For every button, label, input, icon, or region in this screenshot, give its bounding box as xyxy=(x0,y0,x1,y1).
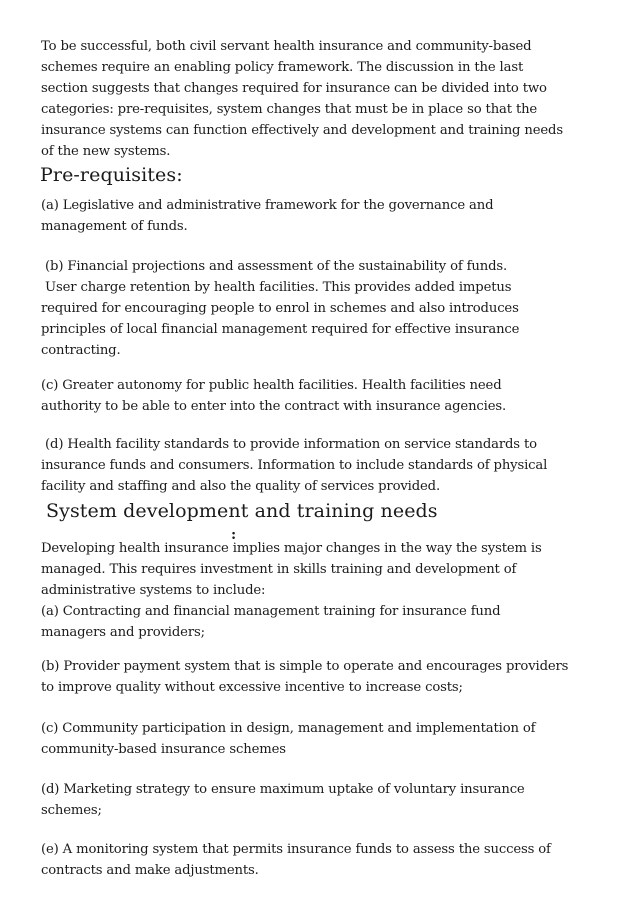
stray-colon-mark: : xyxy=(231,527,237,543)
system-development-item-e: (e) A monitoring system that permits insurance funds to assess the success of contracts and make adjustments. xyxy=(41,842,551,878)
intro-paragraph: To be successful, both civil servant health insurance and community-based schemes require an enabling policy framework. The discussion in the last section suggests that changes required for insurance can be divided into two categories: pre-requisites, system changes that must be in place so that the insurance systems can function effectively and development and training needs of the new systems. xyxy=(41,39,563,159)
system-development-item-c: (c) Community participation in design, management and implementation of community-based insurance schemes xyxy=(41,721,536,757)
prerequisite-item-b: (b) Financial projections and assessment of the sustainability of funds. User charge retention by health facilities. This provides added impetus required for encouraging people to enrol in schemes and also introduces principles of local financial management required for effective insurance contracting. xyxy=(41,259,520,358)
system-development-intro: Developing health insurance implies major changes in the way the system is managed. This requires investment in skills training and development of administrative systems to include: (a) Contracting and financial management training for insurance fund managers and providers; xyxy=(41,541,542,640)
system-development-item-d: (d) Marketing strategy to ensure maximum uptake of voluntary insurance schemes; xyxy=(41,782,525,818)
prerequisite-item-a: (a) Legislative and administrative framework for the governance and management of funds. xyxy=(41,198,494,234)
system-development-item-b: (b) Provider payment system that is simple to operate and encourages providers to improve quality without excessive incentive to increase costs; xyxy=(41,659,569,695)
prerequisites-heading: Pre-requisites: xyxy=(40,164,183,186)
prerequisite-item-c: (c) Greater autonomy for public health facilities. Health facilities need authority to be able to enter into the contract with insurance agencies. xyxy=(41,378,507,414)
prerequisite-item-d: (d) Health facility standards to provide information on service standards to insurance funds and consumers. Information to include standards of physical facility and staffing and also the quality of services provided. xyxy=(41,437,548,494)
system-development-heading: System development and training needs xyxy=(46,500,438,522)
